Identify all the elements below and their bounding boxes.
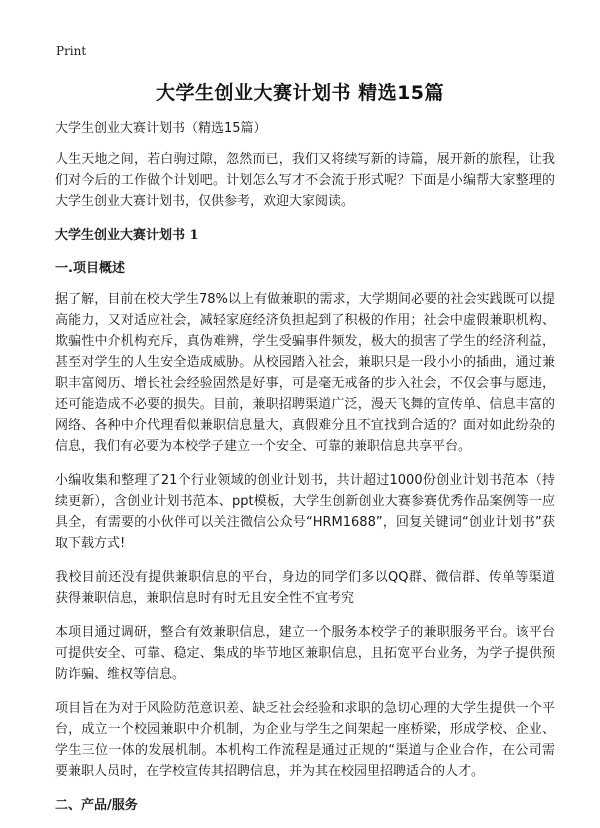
print-link[interactable]: Print: [56, 44, 87, 58]
paragraph-3: 我校目前还没有提供兼职信息的平台，身边的同学们多以QQ群、微信群、传单等渠道获得兼职信息，兼职信息时有时无且安全性不宜考究: [55, 570, 555, 606]
product-heading: 二、产品/服务: [55, 798, 138, 813]
article-body: [55, 118, 555, 826]
page-title: 大学生创业大赛计划书 精选15篇: [155, 82, 445, 104]
paragraph-1: 据了解，目前在校大学生78%以上有做兼职的需求，大学期间必要的社会实践既可以提高能力，又对适应社会，减轻家庭经济负担起到了积极的作用；社会中虚假兼职机构、欺骗性中介机构充斥，真伪难辨，学生受骗事件频发，极大的损害了学生的经济利益，甚至对学生的人生安全造成威胁。从校园踏入社会，兼职只是一段小小的插曲，通过兼职丰富阅历、增长社会经验固然是好事，可是毫无戒备的步入社会，不仅会事与愿违，还可能造成不必要的损失。目前，兼职招聘渠道广泛，漫天飞舞的宣传单、信息丰富的网络、各种中介代理看似兼职信息量大，真假难分且不宜找到合适的？面对如此纷杂的信息，我们有必要为本校学子建立一个安全、可靠的兼职信息共享平台。: [55, 292, 555, 454]
paragraph-5: 项目旨在为对于风险防范意识差、缺乏社会经验和求职的急切心理的大学生提供一个平台，成立一个校园兼职中介机制，为企业与学生之间架起一座桥梁，形成学校、企业、学生三位一体的发展机制。本机构工作流程是通过正规的“渠道与企业合作，在公司需要兼职人员时，在学校宣传其招聘信息，并为其在校园里招聘适合的人才。: [55, 701, 555, 779]
section-heading: 大学生创业大赛计划书 1: [55, 228, 199, 243]
paragraph-4: 本项目通过调研，整合有效兼职信息，建立一个服务本校学子的兼职服务平台。该平台可提供安全、可靠、稳定、集成的毕节地区兼职信息，且拓宽平台业务，为学子提供预防诈骗、维权等信息。: [55, 625, 555, 682]
paragraph-2: 小编收集和整理了21个行业领域的创业计划书，共计超过1000份创业计划书范本（持续更新），含创业计划书范本、ppt模板，大学生创新创业大赛参赛优秀作品案例等一应具全，有需要的小伙伴可以关注微信公众号“HRM1688”，回复关键词“创业计划书”获取下载方式!: [55, 473, 555, 551]
overview-heading: 一.项目概述: [55, 261, 125, 276]
article-subtitle: 大学生创业大赛计划书（精选15篇）: [55, 121, 267, 136]
intro-paragraph: 人生天地之间，若白驹过隙，忽然而已，我们又将续写新的诗篇，展开新的旅程，让我们对今后的工作做个计划吧。计划怎么写才不会流于形式呢？下面是小编帮大家整理的大学生创业大赛计划书，仅供参考，欢迎大家阅读。: [55, 152, 555, 209]
